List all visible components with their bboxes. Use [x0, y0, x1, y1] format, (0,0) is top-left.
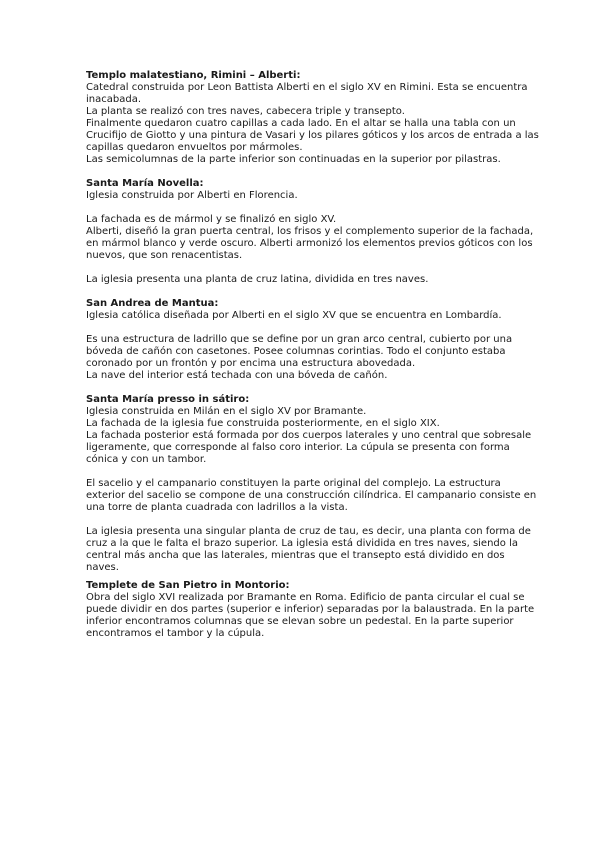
section-heading: San Andrea de Mantua: — [86, 298, 219, 309]
paragraph: La iglesia presenta una planta de cruz latina, dividida en tres naves. — [86, 274, 429, 285]
paragraph: Es una estructura de ladrillo que se define por un gran arco central, cubierto por una bóveda de cañón con casetones. Posee columnas corintias. Todo el conjunto estaba coronado por un frontón y por encima una estructura abovedada. — [86, 334, 513, 369]
section-heading: Templo malatestiano, Rimini – Alberti: — [86, 70, 301, 81]
section-heading: Templete de San Pietro in Montorio: — [86, 580, 290, 591]
paragraph: La iglesia presenta una singular planta de cruz de tau, es decir, una planta con forma de cruz a la que le falta el brazo superior. La iglesia está dividida en tres naves, siendo la central más ancha que las laterales, mientras que el transepto está dividido en dos naves. — [86, 526, 531, 573]
paragraph: Obra del siglo XVI realizada por Bramante en Roma. Edificio de panta circular el cual se puede dividir en dos partes (superior e inferior) separadas por la balaustrada. En la parte inferior encontramos columnas que se elevan sobre un pedestal. En la parte superior encontramos el tambor y la cúpula. — [86, 592, 535, 639]
section-heading: Santa María presso in sátiro: — [86, 394, 250, 405]
section-rimini — [86, 70, 539, 166]
paragraph: El sacelio y el campanario constituyen la parte original del complejo. La estructura exterior del sacelio se compone de una construcción cilíndrica. El campanario consiste en una torre de planta cuadrada con ladrillos a la vista. — [86, 478, 537, 513]
paragraph: Iglesia construida en Milán en el siglo XV por Bramante. — [86, 406, 367, 417]
paragraph: La nave del interior está techada con una bóveda de cañón. — [86, 370, 388, 381]
paragraph: La planta se realizó con tres naves, cabecera triple y transepto. — [86, 106, 405, 117]
paragraph: La fachada de la iglesia fue construida posteriormente, en el siglo XIX. — [86, 418, 440, 429]
section-templete — [86, 580, 539, 640]
section-san-andrea — [86, 298, 539, 382]
paragraph: Catedral construida por Leon Battista Alberti en el siglo XV en Rimini. Esta se encuentra inacabada. — [86, 82, 528, 105]
section-santa-maria-novella — [86, 178, 539, 286]
section-santa-maria-presso — [86, 394, 539, 574]
paragraph: Alberti, diseñó la gran puerta central, los frisos y el complemento superior de la fachada, en mármol blanco y verde oscuro. Alberti armonizó los elementos previos góticos con los nuevos, que son renacentistas. — [86, 226, 534, 261]
paragraph: Iglesia construida por Alberti en Florencia. — [86, 190, 298, 201]
paragraph: Finalmente quedaron cuatro capillas a cada lado. En el altar se halla una tabla con un Crucifijo de Giotto y una pintura de Vasari y los pilares góticos y los arcos de entrada a las capillas quedaron envueltos por mármoles. — [86, 118, 539, 153]
section-heading: Santa María Novella: — [86, 178, 204, 189]
paragraph: La fachada posterior está formada por dos cuerpos laterales y uno central que sobresale ligeramente, que corresponde al falso coro interior. La cúpula se presenta con forma cónica y con un tambor. — [86, 430, 532, 465]
paragraph: Las semicolumnas de la parte inferior son continuadas en la superior por pilastras. — [86, 154, 501, 165]
paragraph: Iglesia católica diseñada por Alberti en el siglo XV que se encuentra en Lombardía. — [86, 310, 502, 321]
paragraph: La fachada es de mármol y se finalizó en siglo XV. — [86, 214, 337, 225]
